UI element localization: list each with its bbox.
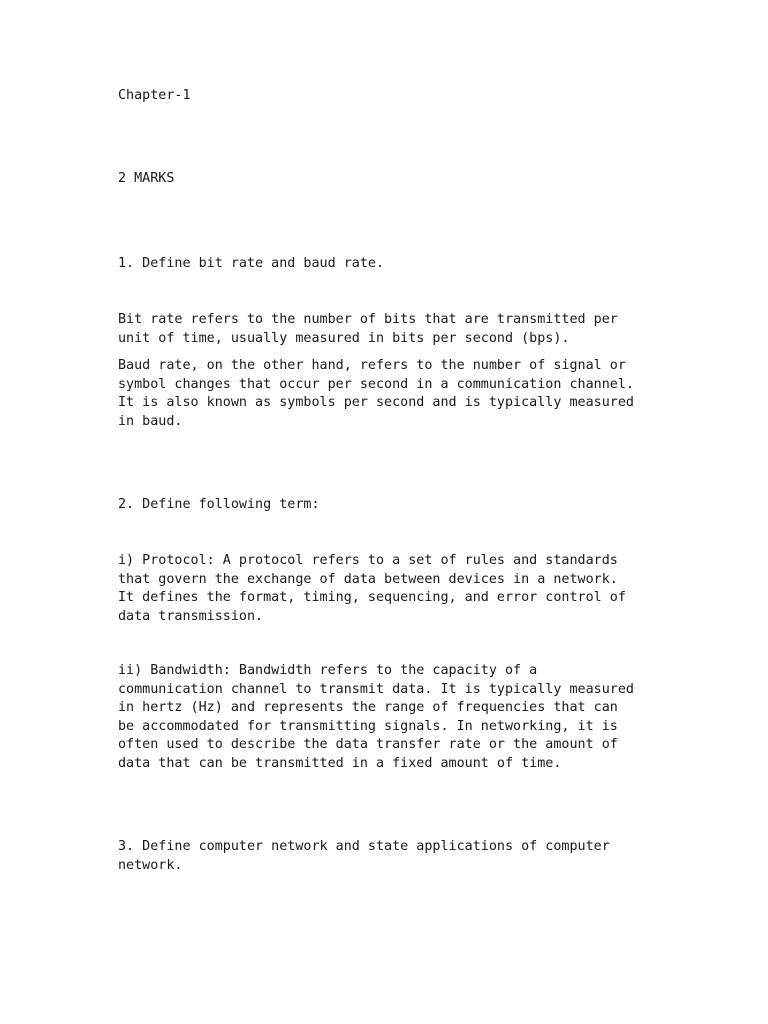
chapter-title: Chapter-1 [118, 88, 191, 103]
answer-1-baud-rate: Baud rate, on the other hand, refers to the number of signal or symbol changes that occur per second in a communication channel. It is also known as symbols per second and is typically measured in baud. [118, 358, 634, 429]
question-3: 3. Define computer network and state applications of computer network. [118, 839, 610, 873]
section-heading: 2 MARKS [118, 171, 175, 186]
question-1: 1. Define bit rate and baud rate. [118, 256, 385, 271]
answer-1-bit-rate: Bit rate refers to the number of bits that are transmitted per unit of time, usually measured in bits per second (bps). [118, 312, 618, 346]
answer-2-protocol: i) Protocol: A protocol refers to a set of rules and standards that govern the exchange of data between devices in a network. It defines the format, timing, sequencing, and error control of data transmission. [118, 553, 626, 624]
answer-2-bandwidth: ii) Bandwidth: Bandwidth refers to the capacity of a communication channel to transmit data. It is typically measured in hertz (Hz) and represents the range of frequencies that can be accommodated for transmitting signals. In networking, it is often used to describe the data transfer rate or the amount of data that can be transmitted in a fixed amount of time. [118, 663, 634, 771]
question-2: 2. Define following term: [118, 497, 320, 512]
